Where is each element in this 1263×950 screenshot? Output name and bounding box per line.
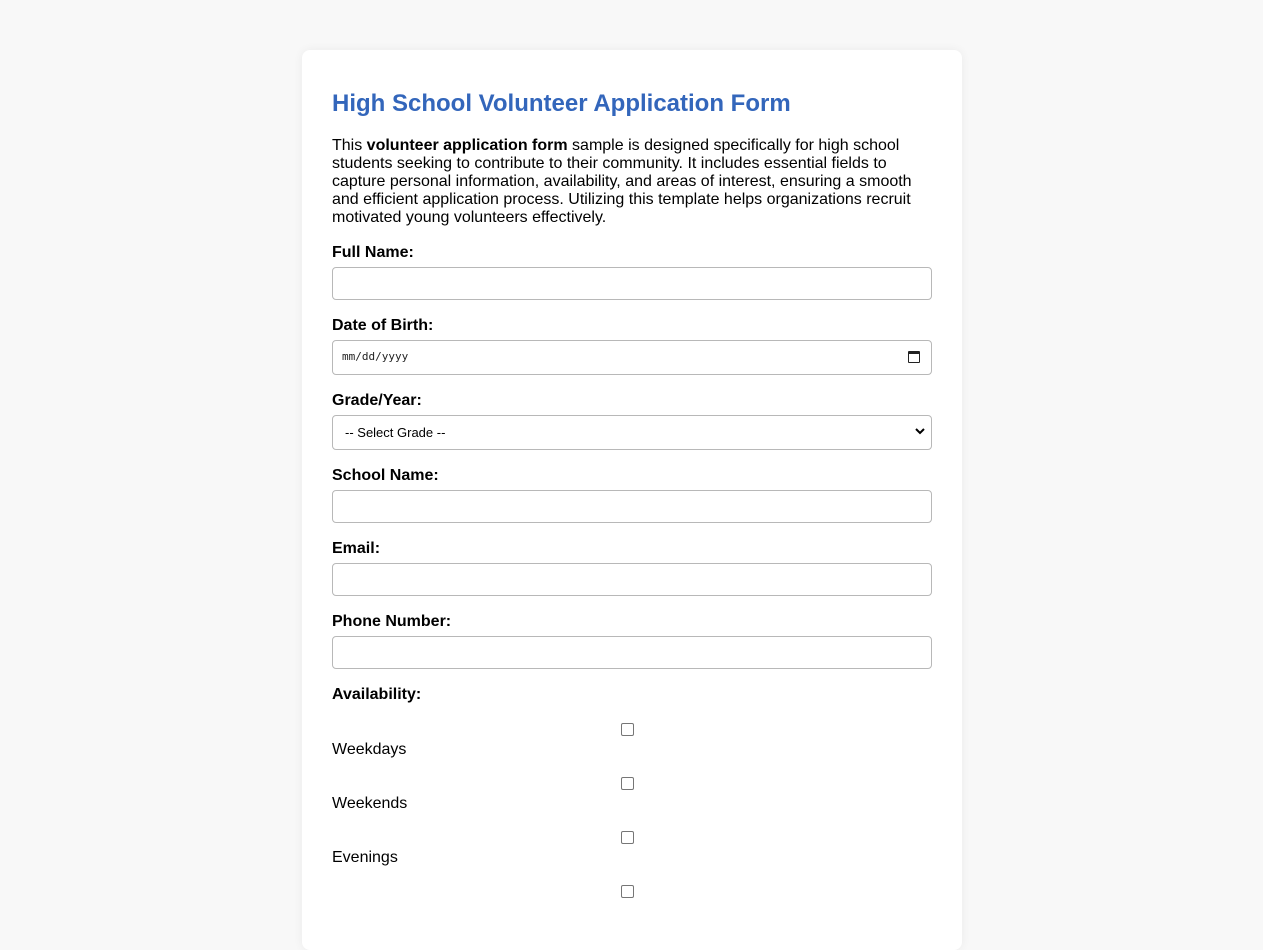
intro-suffix: sample is designed specifically for high school students seeking to contribute to their community. It includes essential fields to capture personal information, availability, and areas of interest, ensuring a smooth and efficient application process. Utilizing this template helps organizations recruit motivated young volunteers effectively.	[332, 137, 912, 226]
grade-select[interactable]	[332, 415, 932, 450]
email-input[interactable]	[332, 563, 932, 596]
phone-label: Phone Number:	[332, 613, 452, 630]
grade-field	[332, 392, 932, 450]
page-title: High School Volunteer Application Form	[332, 90, 791, 117]
availability-checkbox-4[interactable]	[621, 885, 634, 898]
form-card	[302, 50, 962, 950]
dob-label: Date of Birth:	[332, 317, 434, 334]
dob-input[interactable]	[332, 340, 932, 375]
weekends-label[interactable]: Weekends	[332, 795, 408, 812]
availability-option-weekdays	[332, 704, 932, 758]
availability-label: Availability:	[332, 686, 422, 703]
phone-input[interactable]	[332, 636, 932, 669]
availability-option-evenings	[332, 812, 932, 866]
chevron-down-icon	[914, 424, 926, 438]
grade-selected-value: -- Select Grade --	[345, 425, 446, 440]
school-input[interactable]	[332, 490, 932, 523]
evenings-label[interactable]: Evenings	[332, 849, 398, 866]
email-label: Email:	[332, 540, 381, 557]
dob-placeholder: mm/dd/yyyy	[342, 350, 409, 363]
intro-prefix: This	[332, 137, 367, 154]
email-field	[332, 540, 932, 596]
dob-field	[332, 317, 932, 375]
availability-option-weekends	[332, 758, 932, 812]
weekdays-checkbox[interactable]	[621, 723, 634, 736]
full-name-field	[332, 244, 932, 300]
availability-group	[332, 686, 932, 920]
school-field	[332, 467, 932, 523]
grade-label: Grade/Year:	[332, 392, 422, 409]
availability-option-4	[332, 866, 932, 920]
weekdays-label[interactable]: Weekdays	[332, 741, 407, 758]
full-name-input[interactable]	[332, 267, 932, 300]
weekends-checkbox[interactable]	[621, 777, 634, 790]
phone-field	[332, 613, 932, 669]
full-name-label: Full Name:	[332, 244, 414, 261]
school-label: School Name:	[332, 467, 439, 484]
intro-bold: volunteer application form	[366, 137, 568, 154]
evenings-checkbox[interactable]	[621, 831, 634, 844]
intro-text	[332, 137, 932, 227]
calendar-icon[interactable]	[908, 351, 920, 363]
